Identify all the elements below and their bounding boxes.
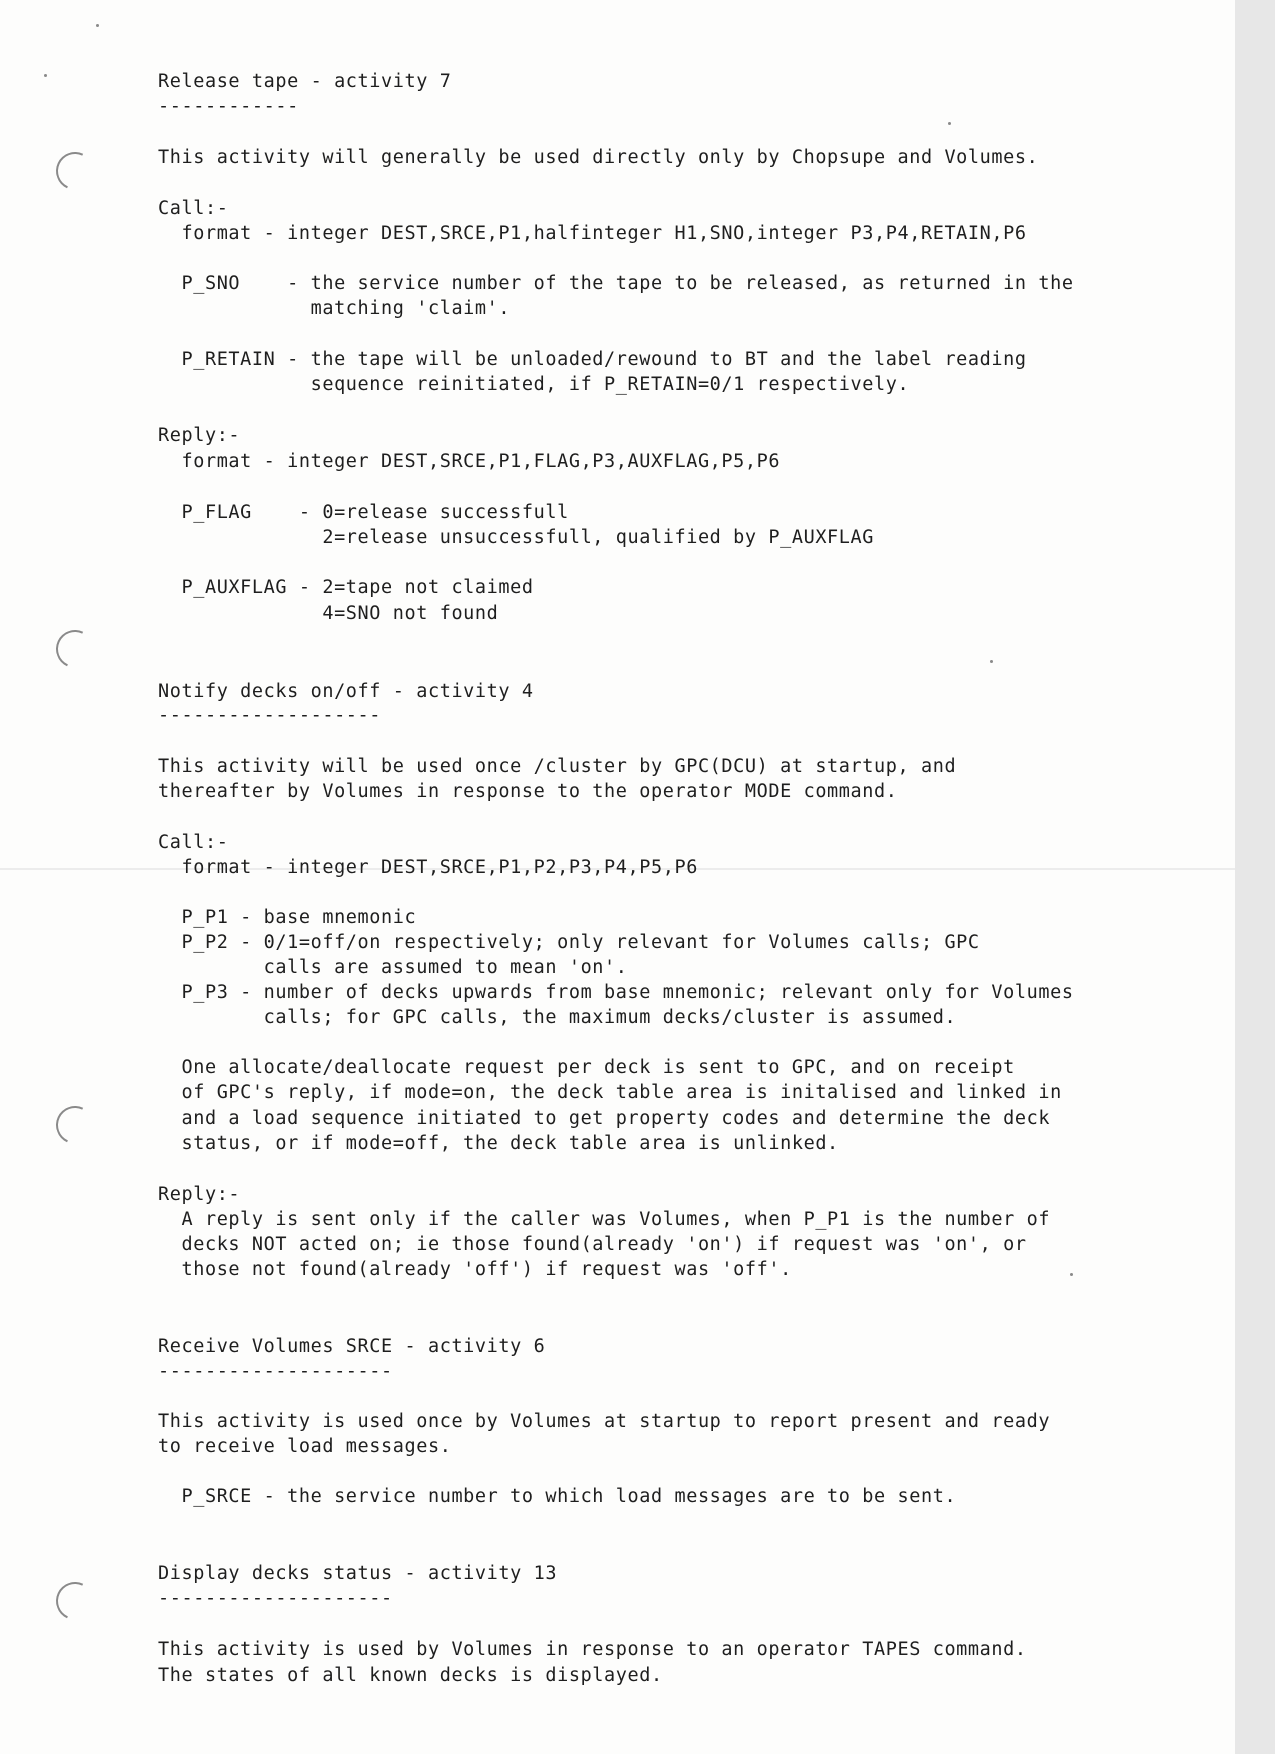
body-line: and a load sequence initiated to get property codes and determine the deck [158,1108,1051,1129]
reply-label: Reply:- [158,1184,241,1205]
heading-underline: ------------------- [158,705,382,726]
scan-speck [990,660,993,663]
body-line: This activity will be used once /cluster by GPC(DCU) at startup, and [158,756,957,777]
reply-format: format - integer DEST,SRCE,P1,FLAG,P3,AUXFLAG,P5,P6 [158,451,781,472]
call-label: Call:- [158,198,229,219]
param-line: P_P3 - number of decks upwards from base mnemonic; relevant only for Volumes [158,982,1074,1003]
param-line: calls are assumed to mean 'on'. [158,957,628,978]
call-format: format - integer DEST,SRCE,P1,halfinteger H1,SNO,integer P3,P4,RETAIN,P6 [158,223,1027,244]
body-line: This activity will generally be used directly only by Chopsupe and Volumes. [158,147,1039,168]
param-line: P_P1 - base mnemonic [158,907,417,928]
param-line: P_SRCE - the service number to which load messages are to be sent. [158,1486,957,1507]
param-line: P_SNO - the service number of the tape to be released, as returned in the [158,273,1074,294]
section-heading: Receive Volumes SRCE - activity 6 [158,1336,546,1357]
param-line: calls; for GPC calls, the maximum decks/cluster is assumed. [158,1007,957,1028]
param-line: 4=SNO not found [158,603,499,624]
body-line: This activity is used once by Volumes at startup to report present and ready [158,1411,1051,1432]
scan-speck [44,74,47,77]
body-line: One allocate/deallocate request per deck is sent to GPC, and on receipt [158,1057,1015,1078]
body-line: This activity is used by Volumes in response to an operator TAPES command. [158,1639,1027,1660]
param-line: 2=release unsuccessfull, qualified by P_AUXFLAG [158,527,875,548]
body-line: those not found(already 'off') if request was 'off'. [158,1259,792,1280]
body-line: thereafter by Volumes in response to the operator MODE command. [158,781,898,802]
reply-label: Reply:- [158,425,241,446]
call-label: Call:- [158,832,229,853]
scan-speck [948,122,951,125]
body-line: of GPC's reply, if mode=on, the deck table area is initalised and linked in [158,1082,1062,1103]
heading-underline: -------------------- [158,1588,393,1609]
body-line: status, or if mode=off, the deck table area is unlinked. [158,1133,839,1154]
section-heading: Display decks status - activity 13 [158,1563,558,1584]
param-line: P_RETAIN - the tape will be unloaded/rewound to BT and the label reading [158,349,1027,370]
body-line: A reply is sent only if the caller was Volumes, when P_P1 is the number of [158,1209,1051,1230]
scan-speck [1070,1273,1073,1276]
body-line: decks NOT acted on; ie those found(already 'on') if request was 'on', or [158,1234,1027,1255]
section-heading: Notify decks on/off - activity 4 [158,681,534,702]
page-edge-shadow [1235,0,1275,1754]
heading-underline: -------------------- [158,1361,393,1382]
param-line: sequence reinitiated, if P_RETAIN=0/1 respectively. [158,374,910,395]
scan-speck [96,24,99,27]
param-line: P_P2 - 0/1=off/on respectively; only relevant for Volumes calls; GPC [158,932,980,953]
call-format: format - integer DEST,SRCE,P1,P2,P3,P4,P5,P6 [158,857,698,878]
body-line: to receive load messages. [158,1436,452,1457]
param-line: P_AUXFLAG - 2=tape not claimed [158,577,534,598]
body-line: The states of all known decks is displayed. [158,1665,663,1686]
param-line: matching 'claim'. [158,298,511,319]
param-line: P_FLAG - 0=release successfull [158,502,569,523]
heading-underline: ------------ [158,96,299,117]
section-heading: Release tape - activity 7 [158,71,452,92]
